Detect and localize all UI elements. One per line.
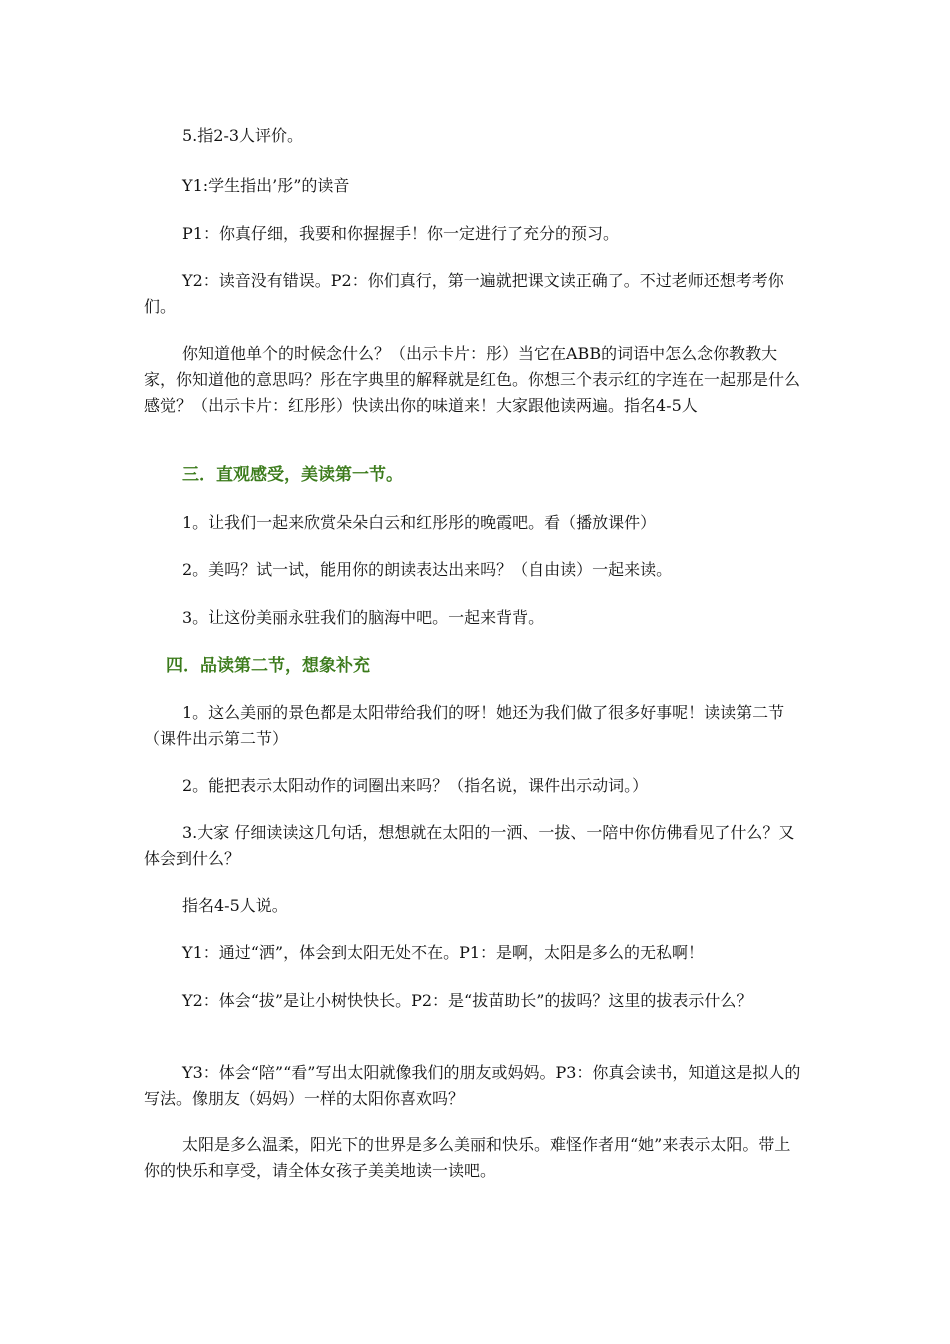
paragraph-y2-ba: Y2：体会“拔”是让小树快快长。P2：是“拔苗助长”的拔吗？这里的拔表示什么？: [182, 991, 753, 1010]
paragraph-name-students: 指名4-5人说。: [182, 896, 288, 915]
section-heading-4: 四．品读第二节，想象补充: [166, 656, 370, 676]
paragraph-gentle-sun: 太阳是多么温柔，阳光下的世界是多么美丽和快乐。难怪作者用“她”来表示太阳。带上你的快乐和享受，请全体女孩子美美地读一读吧。: [144, 1135, 791, 1180]
paragraph-card-explanation: 你知道他单个的时候念什么？（出示卡片：彤）当它在ABB的词语中怎么念你教教大家，你知道他的意思吗？彤在字典里的解释就是红色。你想三个表示红的字连在一起那是什么感觉？（出示卡片：红彤彤）快读出你的味道来！大家跟他读两遍。指名4-5人: [144, 344, 801, 415]
paragraph-step-3: 3。让这份美丽永驻我们的脑海中吧。一起来背背。: [182, 608, 545, 627]
paragraph-step-1: 1。让我们一起来欣赏朵朵白云和红彤彤的晚霞吧。看（播放课件）: [182, 513, 657, 532]
paragraph-y1-sa: Y1：通过“洒”，体会到太阳无处不在。P1：是啊，太阳是多么的无私啊！: [182, 943, 705, 962]
paragraph-circle-verbs: 2。能把表示太阳动作的词圈出来吗？（指名说，课件出示动词。）: [182, 776, 649, 795]
paragraph-evaluation: 5.指2-3人评价。: [182, 126, 304, 145]
paragraph-y1-pronunciation: Y1:学生指出’彤”的读音: [182, 176, 350, 195]
paragraph-step-2: 2。美吗？试一试，能用你的朗读表达出来吗？（自由读）一起来读。: [182, 560, 673, 579]
paragraph-read-sentences: 3.大家 仔细读读这几句话，想想就在太阳的一洒、一拔、一陪中你仿佛看见了什么？又体会到什么？: [144, 823, 795, 868]
paragraph-p1-praise: P1：你真仔细，我要和你握握手！你一定进行了充分的预习。: [182, 224, 619, 243]
section-heading-3: 三．直观感受，美读第一节。: [182, 465, 403, 485]
paragraph-scenery: 1。这么美丽的景色都是太阳带给我们的呀！她还为我们做了很多好事呢！读读第二节（课件出示第二节）: [144, 703, 785, 748]
paragraph-y2-no-error: Y2：读音没有错误。P2：你们真行，第一遍就把课文读正确了。不过老师还想考考你们。: [144, 271, 784, 316]
paragraph-y3-pei: Y3：体会“陪”“看”写出太阳就像我们的朋友或妈妈。P3：你真会读书，知道这是拟人的写法。像朋友（妈妈）一样的太阳你喜欢吗？: [144, 1063, 801, 1108]
